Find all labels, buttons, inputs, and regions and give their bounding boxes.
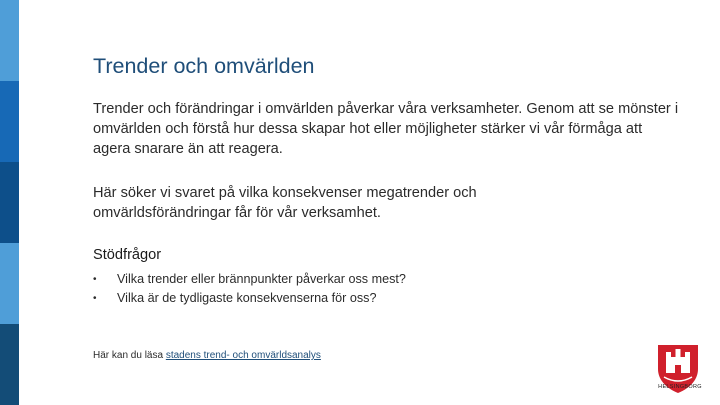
bullet-icon: •	[93, 293, 97, 304]
helsingborg-crest-icon	[652, 339, 704, 399]
question-paragraph: Här söker vi svaret på vilka konsekvenser megatrender och omvärldsförändringar får för vår verksamhet.	[93, 185, 477, 221]
sidebar-stripe-1	[0, 0, 19, 81]
slide-title: Trender och omvärlden	[93, 54, 315, 78]
intro-paragraph: Trender och förändringar i omvärlden påverkar våra verksamheter. Genom att se mönster i omvärlden och förstå hur dessa skapar hot eller möjligheter stärker vi vår förmåga att agera snarare än att reagera.	[93, 101, 679, 157]
list-item	[93, 270, 406, 289]
sidebar-stripe-5	[0, 324, 19, 405]
sidebar-stripe-3	[0, 162, 19, 243]
support-questions-list	[93, 270, 406, 308]
sidebar-stripe-4	[0, 243, 19, 324]
support-questions-heading: Stödfrågor	[93, 247, 162, 263]
trend-analysis-link[interactable]: stadens trend- och omvärldsanalys	[165, 350, 321, 361]
question-text: Vilka är de tydligaste konsekvenserna för oss?	[117, 291, 377, 305]
question-text: Vilka trender eller brännpunkter påverkar oss mest?	[117, 272, 406, 286]
footer-note	[93, 350, 321, 361]
footer-note-text: Här kan du läsa	[93, 350, 166, 361]
bullet-icon: •	[93, 274, 97, 285]
logo-wordmark: HELSINGBORG	[658, 384, 702, 390]
sidebar-stripe-2	[0, 81, 19, 162]
list-item	[93, 289, 406, 308]
